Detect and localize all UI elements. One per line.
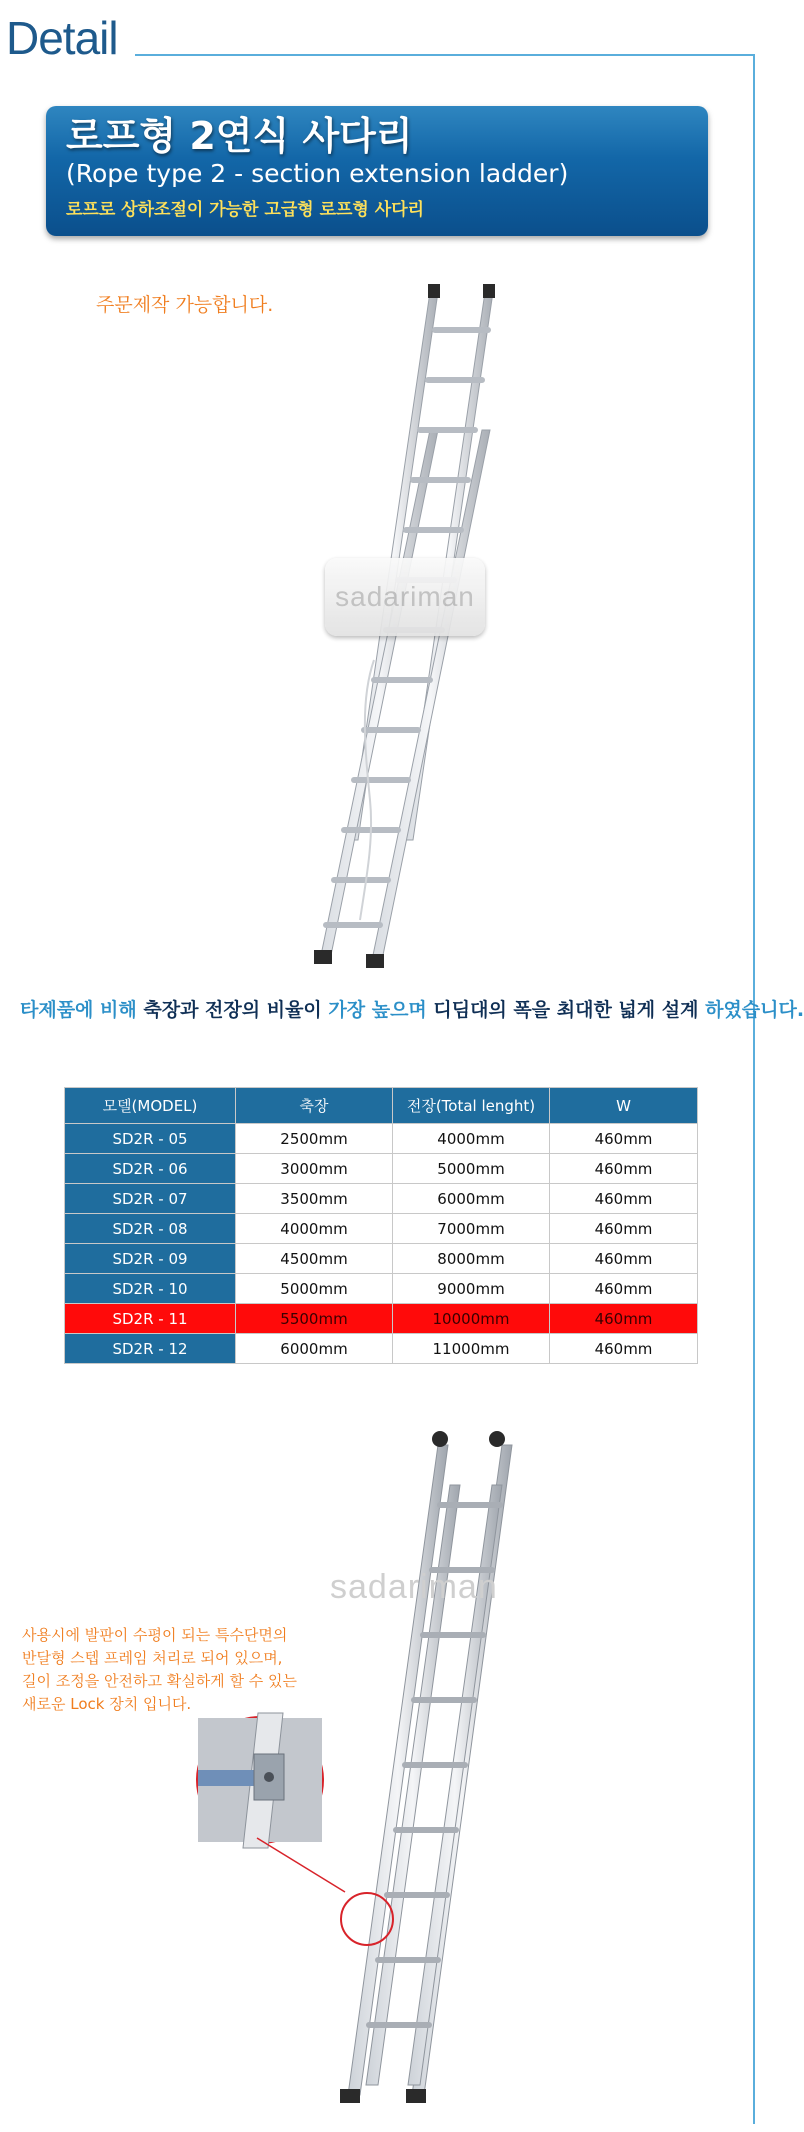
cell-total-length: 6000mm [393,1184,550,1214]
cell-model: SD2R - 06 [65,1154,236,1184]
cell-total-length: 11000mm [393,1334,550,1364]
custom-order-note: 주문제작 가능합니다. [96,294,274,316]
watermark-badge [325,558,485,636]
cell-folded-length: 4500mm [236,1244,393,1274]
cell-width: 460mm [550,1274,698,1304]
col-header-folded-length: 축장 [236,1088,393,1124]
table-row-highlighted [65,1304,698,1334]
cell-model: SD2R - 09 [65,1244,236,1274]
page-title: Detail [6,12,118,64]
table-header-row [65,1088,698,1124]
lock-location-marker [340,1892,394,1946]
callout-connector [255,1836,355,1896]
col-header-model: 모델(MODEL) [65,1088,236,1124]
cell-total-length: 5000mm [393,1154,550,1184]
table-row [65,1214,698,1244]
table-row [65,1334,698,1364]
lock-feature-note [22,1624,342,1716]
note-line: 반달형 스텝 프레임 처리로 되어 있으며, [22,1649,283,1667]
cell-model: SD2R - 10 [65,1274,236,1304]
cell-width: 460mm [550,1334,698,1364]
cell-total-length: 4000mm [393,1124,550,1154]
lock-closeup-image [198,1718,322,1842]
cell-width: 460mm [550,1304,698,1334]
cell-width: 460mm [550,1184,698,1214]
table-row [65,1184,698,1214]
desc-part-5: 하였습니다. [698,999,804,1021]
right-border-line [753,54,755,2124]
cell-total-length: 10000mm [393,1304,550,1334]
ladder-detail-image [290,1425,540,2115]
cell-folded-length: 5000mm [236,1274,393,1304]
product-subtitle: (Rope type 2 - section extension ladder) [66,159,569,188]
cell-width: 460mm [550,1154,698,1184]
watermark-text: sadariman [335,581,475,612]
col-header-total-length: 전장(Total lenght) [393,1088,550,1124]
cell-folded-length: 6000mm [236,1334,393,1364]
desc-part-3: 가장 높으며 [321,999,434,1021]
table-row [65,1274,698,1304]
cell-model: SD2R - 11 [65,1304,236,1334]
note-line: 길이 조정을 안전하고 확실하게 할 수 있는 [22,1672,297,1690]
cell-model: SD2R - 05 [65,1124,236,1154]
cell-total-length: 7000mm [393,1214,550,1244]
cell-folded-length: 3500mm [236,1184,393,1214]
cell-model: SD2R - 07 [65,1184,236,1214]
table-row [65,1124,698,1154]
cell-folded-length: 5500mm [236,1304,393,1334]
cell-width: 460mm [550,1244,698,1274]
cell-folded-length: 2500mm [236,1124,393,1154]
note-line: 사용시에 발판이 수평이 되는 특수단면의 [22,1626,288,1644]
col-header-width: W [550,1088,698,1124]
feature-description [20,996,804,1024]
cell-model: SD2R - 08 [65,1214,236,1244]
lock-detail-callout [196,1716,324,1844]
spec-table [64,1087,698,1364]
cell-total-length: 8000mm [393,1244,550,1274]
cell-model: SD2R - 12 [65,1334,236,1364]
product-title: 로프형 2연식 사다리 [66,114,413,158]
header-divider [135,54,755,56]
cell-total-length: 9000mm [393,1274,550,1304]
desc-part-2: 축장과 전장의 비율이 [143,999,322,1021]
cell-folded-length: 4000mm [236,1214,393,1244]
desc-part-4: 디딤대의 폭을 최대한 넓게 설계 [433,999,699,1021]
cell-width: 460mm [550,1214,698,1244]
cell-width: 460mm [550,1124,698,1154]
product-tagline: 로프로 상하조절이 가능한 고급형 로프형 사다리 [66,200,425,220]
cell-folded-length: 3000mm [236,1154,393,1184]
desc-part-1: 타제품에 비해 [20,999,144,1021]
table-row [65,1244,698,1274]
table-row [65,1154,698,1184]
watermark-text: sadariman [330,1568,498,1606]
note-line: 새로운 Lock 장치 입니다. [22,1695,192,1713]
